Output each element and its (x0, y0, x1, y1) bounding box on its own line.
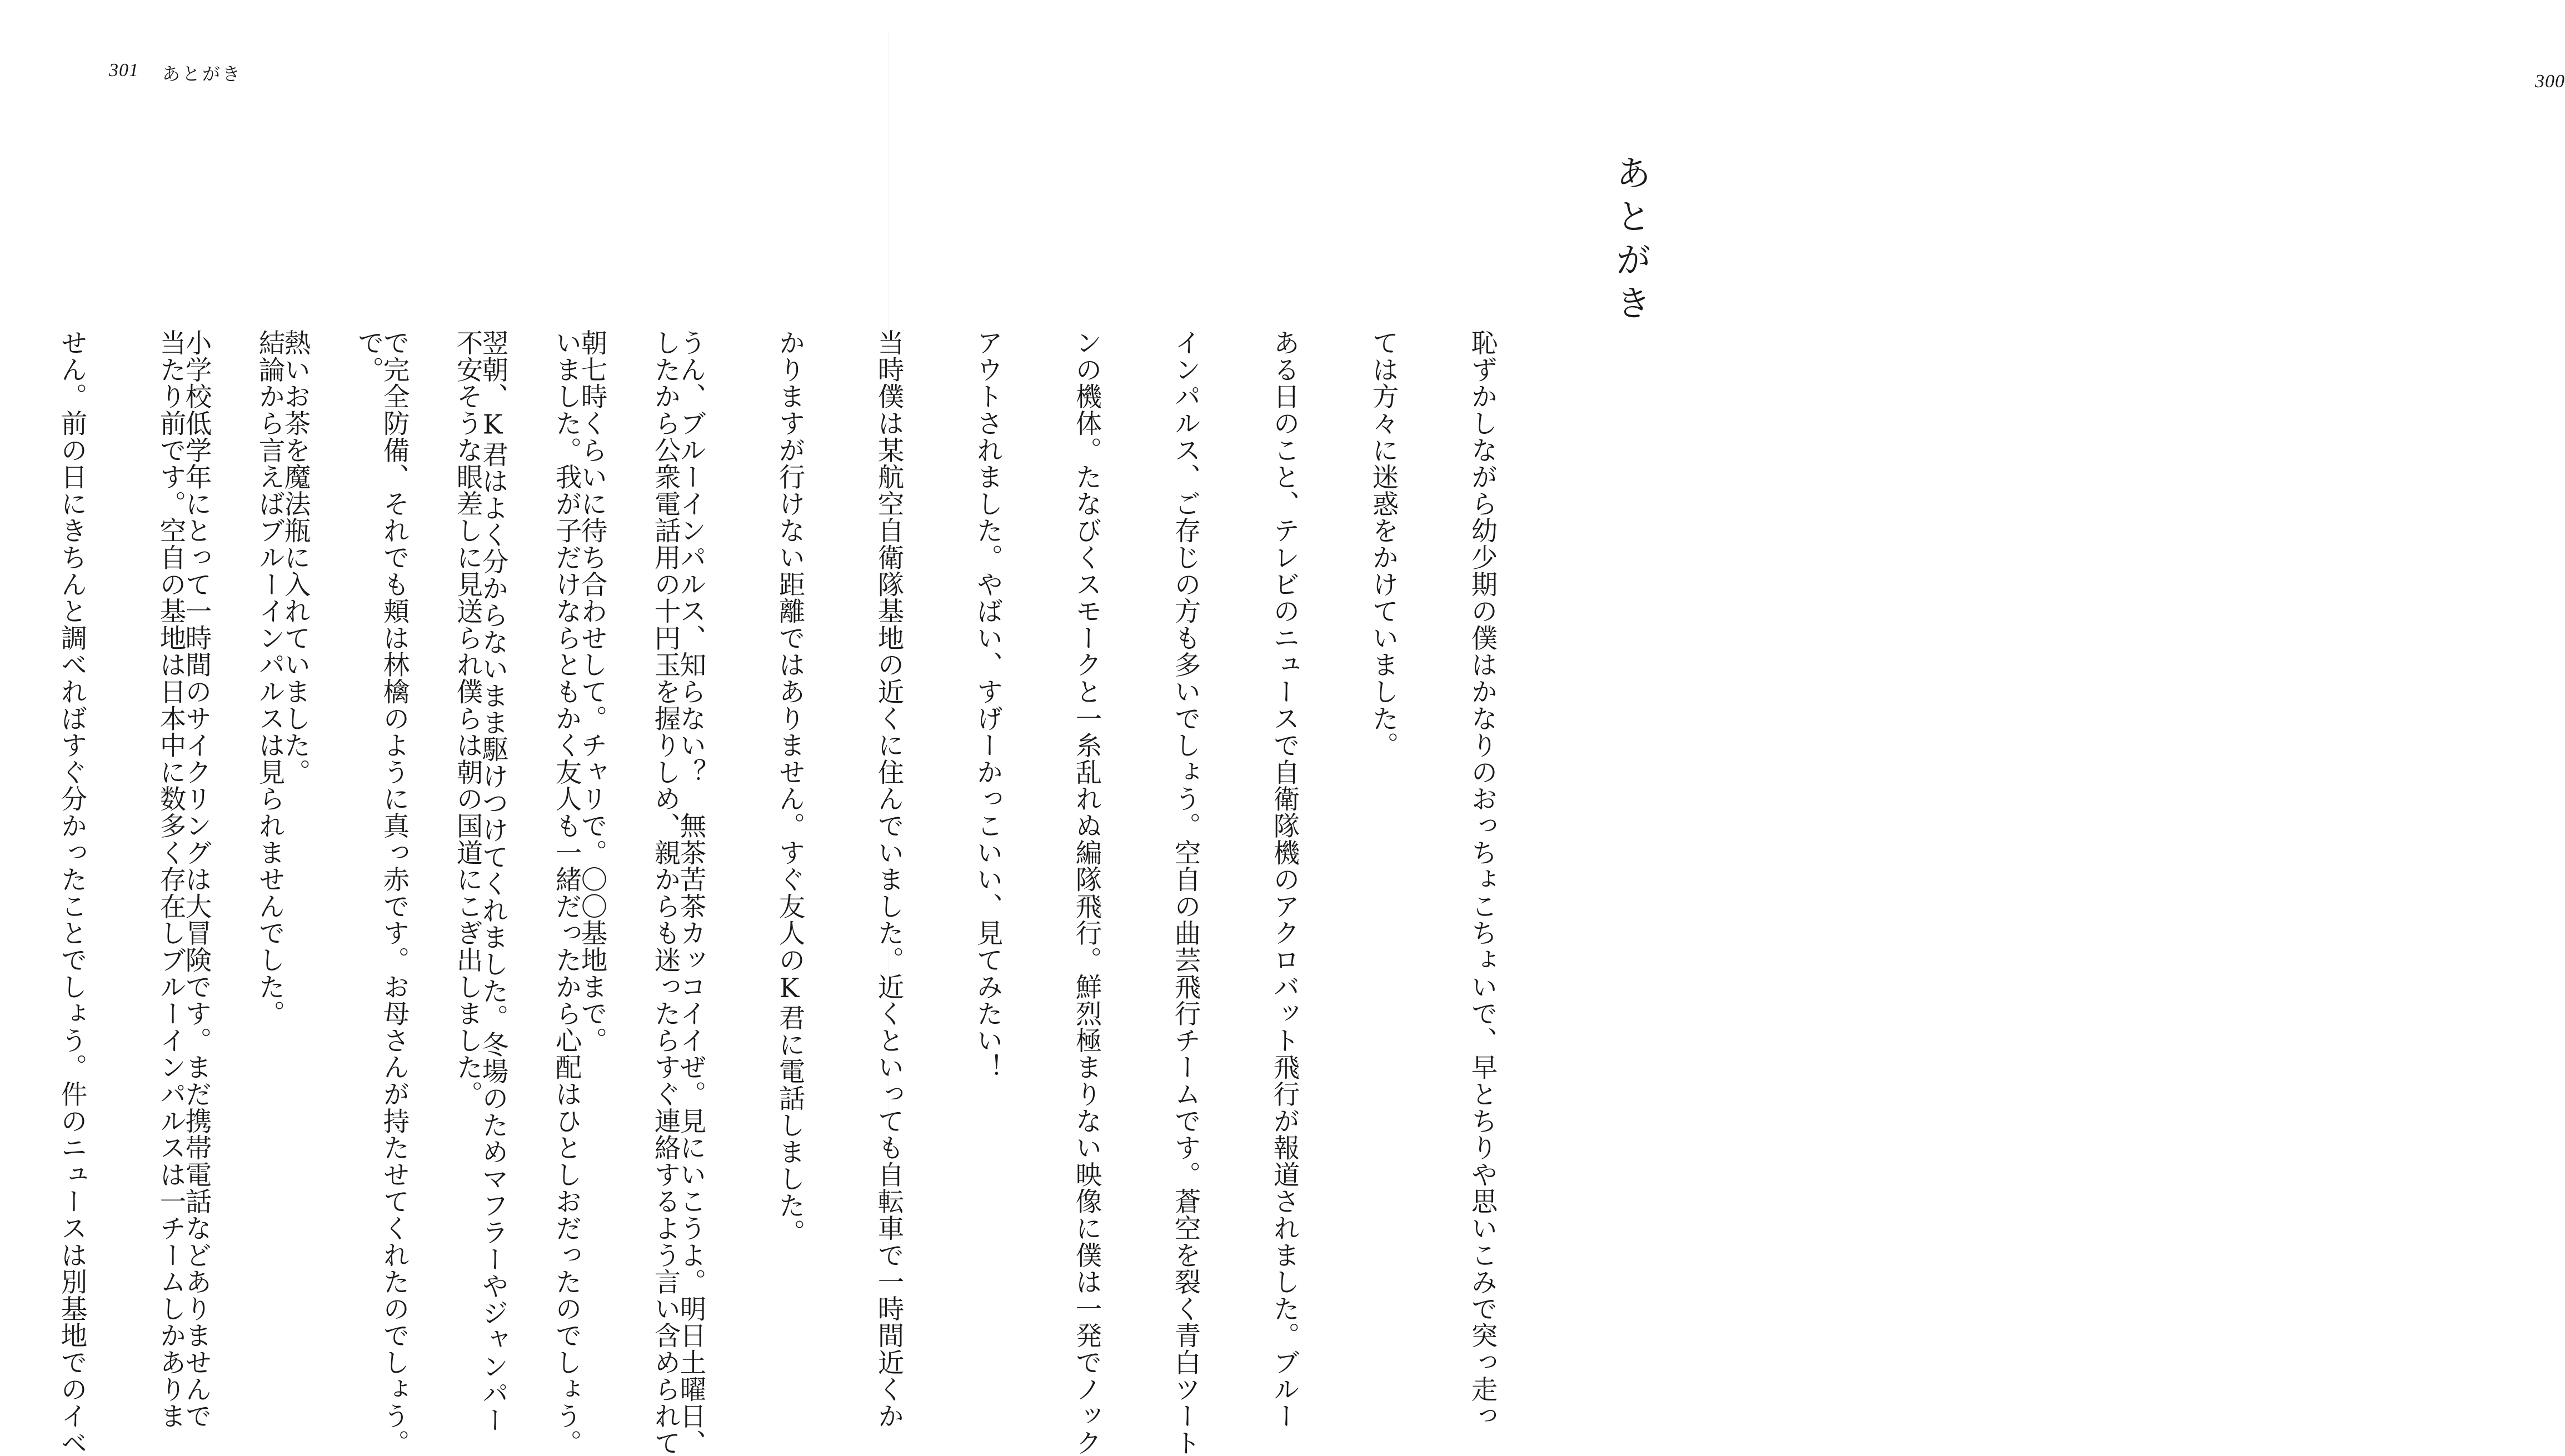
text-line: 朝七時くらいに待ち合わせして。チャリで。〇〇基地まで。 (576, 329, 607, 1054)
text-line: 熱いお茶を魔法瓶に入れていました。 (280, 329, 310, 785)
text-line: 恥ずかしながら幼少期の僕はかなりのおっちょこちょいで、早とちりや思いこみで突っ走っ (1466, 329, 1497, 1430)
text-line: ては方々に迷惑をかけていました。 (1368, 329, 1398, 759)
text-line: ある日のこと、テレビのニュースで自衛隊機のアクロバット飛行が報道されました。ブルー (1269, 329, 1299, 1430)
text-line: 翌朝、K君はよく分からないまま駆けつけてくれました。冬場のためマフラーやジャンパー (477, 329, 508, 1434)
text-line: うん、ブルーインパルス、知らない？ 無茶苦茶カッコイイぜ。見にいこうよ。明日土曜日、 (675, 329, 706, 1456)
text-line: で。 (353, 329, 383, 383)
text-line: せん。前の日にきちんと調べればすぐ分かったことでしょう。件のニュースは別基地でのイベ (56, 329, 87, 1456)
running-head: あとがき (162, 63, 243, 84)
text-line: 結論から言えばブルーインパルスは見られませんでした。 (254, 329, 285, 1027)
text-line: 当時僕は某航空自衛隊基地の近くに住んでいました。近くといっても自転車で一時間近くか (873, 329, 904, 1430)
text-line: アウトされました。やばい、すげーかっこいい、見てみたい！ (972, 329, 1002, 1081)
text-line: いました。我が子だけならともかく友人も一緒だったから心配はひとしおだったのでしょう。 (551, 329, 581, 1456)
text-line: で完全防備、それでも頬は林檎のように真っ赤です。お母さんが持たせてくれたのでしょう。 (378, 329, 409, 1456)
text-line: かりますが行けない距離ではありません。すぐ友人のK君に電話しました。 (774, 329, 805, 1246)
right-page-body (122, 143, 1556, 1456)
chapter-title: あとがき (1610, 154, 1651, 328)
text-line: インパルス、ご存じの方も多いでしょう。空自の曲芸飛行チームです。蒼空を裂く青白ツート (1170, 329, 1200, 1456)
text-line: ンの機体。たなびくスモークと一糸乱れぬ編隊飛行。鮮烈極まりない映像に僕は一発でノック (1071, 329, 1101, 1456)
text-line: 不安そうな眼差しに見送られ僕らは朝の国道にこぎ出しました。 (452, 329, 482, 1108)
text-line: 当たり前です。空自の基地は日本中に数多く存在しブルーインパルスは一チームしかありま (155, 329, 186, 1430)
text-line: 小学校低学年にとって一時間のサイクリングは大冒険です。まだ携帯電話などありませんで (181, 329, 211, 1430)
text-line: したから公衆電話用の十円玉を握りしめ、親からも迷ったらすぐ連絡するよう言い含められて (650, 329, 680, 1456)
page-number-right: 300 (2535, 71, 2565, 92)
page-number-left: 301 (109, 60, 139, 81)
